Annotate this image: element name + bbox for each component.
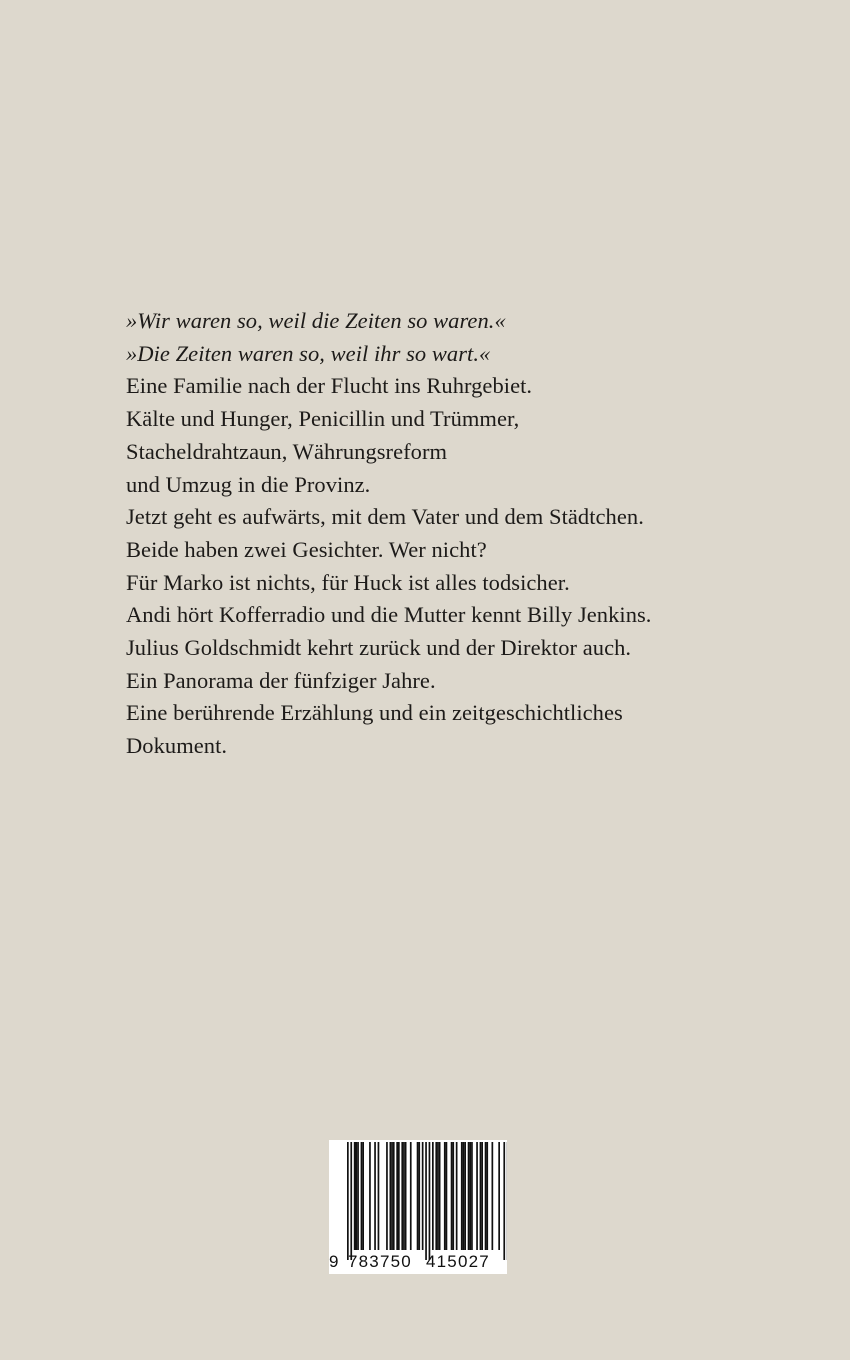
isbn-digit-group-right: 415027: [426, 1252, 490, 1271]
barcode-bar: [451, 1142, 453, 1250]
barcode-bar: [435, 1142, 437, 1250]
barcode-bar: [444, 1142, 446, 1250]
barcode-bar: [401, 1142, 403, 1250]
barcode-bar: [391, 1142, 393, 1250]
quote-line-2: »Die Zeiten waren so, weil ihr so wart.«: [126, 340, 491, 366]
barcode-bar: [356, 1142, 358, 1250]
barcode-bar: [439, 1142, 441, 1250]
barcode-bar: [498, 1142, 500, 1250]
barcode-bar: [417, 1142, 419, 1250]
barcode-guard-bar: [429, 1142, 431, 1260]
barcode-bar: [354, 1142, 356, 1250]
blurb-line-4: Kälte und Hunger, Penicillin und Trümmer,: [126, 406, 520, 432]
barcode-bar: [405, 1142, 407, 1250]
barcode-bar: [485, 1142, 487, 1250]
barcode-bar: [481, 1142, 483, 1250]
barcode-guard-bar: [347, 1142, 349, 1260]
barcode-bar: [464, 1142, 466, 1250]
blurb-line-11: Julius Goldschmidt kehrt zurück und der Direktor auch.: [126, 635, 632, 661]
barcode-bar: [403, 1142, 405, 1250]
blurb-line-8: Beide haben zwei Gesichter. Wer nicht?: [126, 536, 487, 562]
blurb-line-13: Eine berührende Erzählung und ein zeitgeschichtliches: [126, 700, 623, 726]
barcode-bar: [432, 1142, 434, 1250]
blurb-line-6: und Umzug in die Provinz.: [126, 471, 371, 497]
isbn-digit-group-left: 783750: [348, 1252, 412, 1271]
barcode-bar: [480, 1142, 482, 1250]
barcode-bar: [378, 1142, 380, 1250]
blurb-line-14: Dokument.: [126, 733, 228, 759]
barcode-bar: [469, 1142, 471, 1250]
barcode-bar: [437, 1142, 439, 1250]
blurb-line-12: Ein Panorama der fünfziger Jahre.: [126, 667, 436, 693]
barcode-bar: [398, 1142, 400, 1250]
barcode-bar: [492, 1142, 494, 1250]
barcode-bar: [461, 1142, 463, 1250]
barcode-guard-bar: [503, 1142, 505, 1260]
barcode-bar: [362, 1142, 364, 1250]
barcode-guard-bar: [425, 1142, 427, 1260]
barcode-bar: [410, 1142, 412, 1250]
barcode-bar: [456, 1142, 458, 1250]
isbn-barcode: [329, 1140, 507, 1274]
barcode-guard-bar: [350, 1142, 352, 1260]
quote-line-1: »Wir waren so, weil die Zeiten so waren.«: [126, 308, 506, 333]
blurb-line-3: Eine Familie nach der Flucht ins Ruhrgebiet.: [126, 373, 533, 399]
blurb-line-10: Andi hört Kofferradio und die Mutter kennt Billy Jenkins.: [126, 602, 652, 628]
blurb-line-7: Jetzt geht es aufwärts, mit dem Vater und dem Städtchen.: [126, 504, 644, 530]
barcode-bar: [446, 1142, 448, 1250]
barcode-bar: [422, 1142, 424, 1250]
barcode-bar: [476, 1142, 478, 1250]
barcode-bar: [486, 1142, 488, 1250]
barcode-bar: [452, 1142, 454, 1250]
barcode-bar: [468, 1142, 470, 1250]
barcode-bar: [390, 1142, 392, 1250]
barcode-bar: [396, 1142, 398, 1250]
barcode-bar: [374, 1142, 376, 1250]
barcode-bar: [357, 1142, 359, 1250]
barcode-bar: [386, 1142, 388, 1250]
barcode-bar: [463, 1142, 465, 1250]
barcode-bar: [418, 1142, 420, 1250]
barcode-bar: [471, 1142, 473, 1250]
barcode-bar: [361, 1142, 363, 1250]
barcode-bar: [393, 1142, 395, 1250]
blurb-text: [126, 305, 766, 763]
barcode-bar: [369, 1142, 371, 1250]
blurb-line-9: Für Marko ist nichts, für Huck ist alles todsicher.: [126, 569, 570, 595]
isbn-digit-first: 9: [329, 1252, 340, 1271]
blurb-line-5: Stacheldrahtzaun, Währungsreform: [126, 438, 448, 464]
